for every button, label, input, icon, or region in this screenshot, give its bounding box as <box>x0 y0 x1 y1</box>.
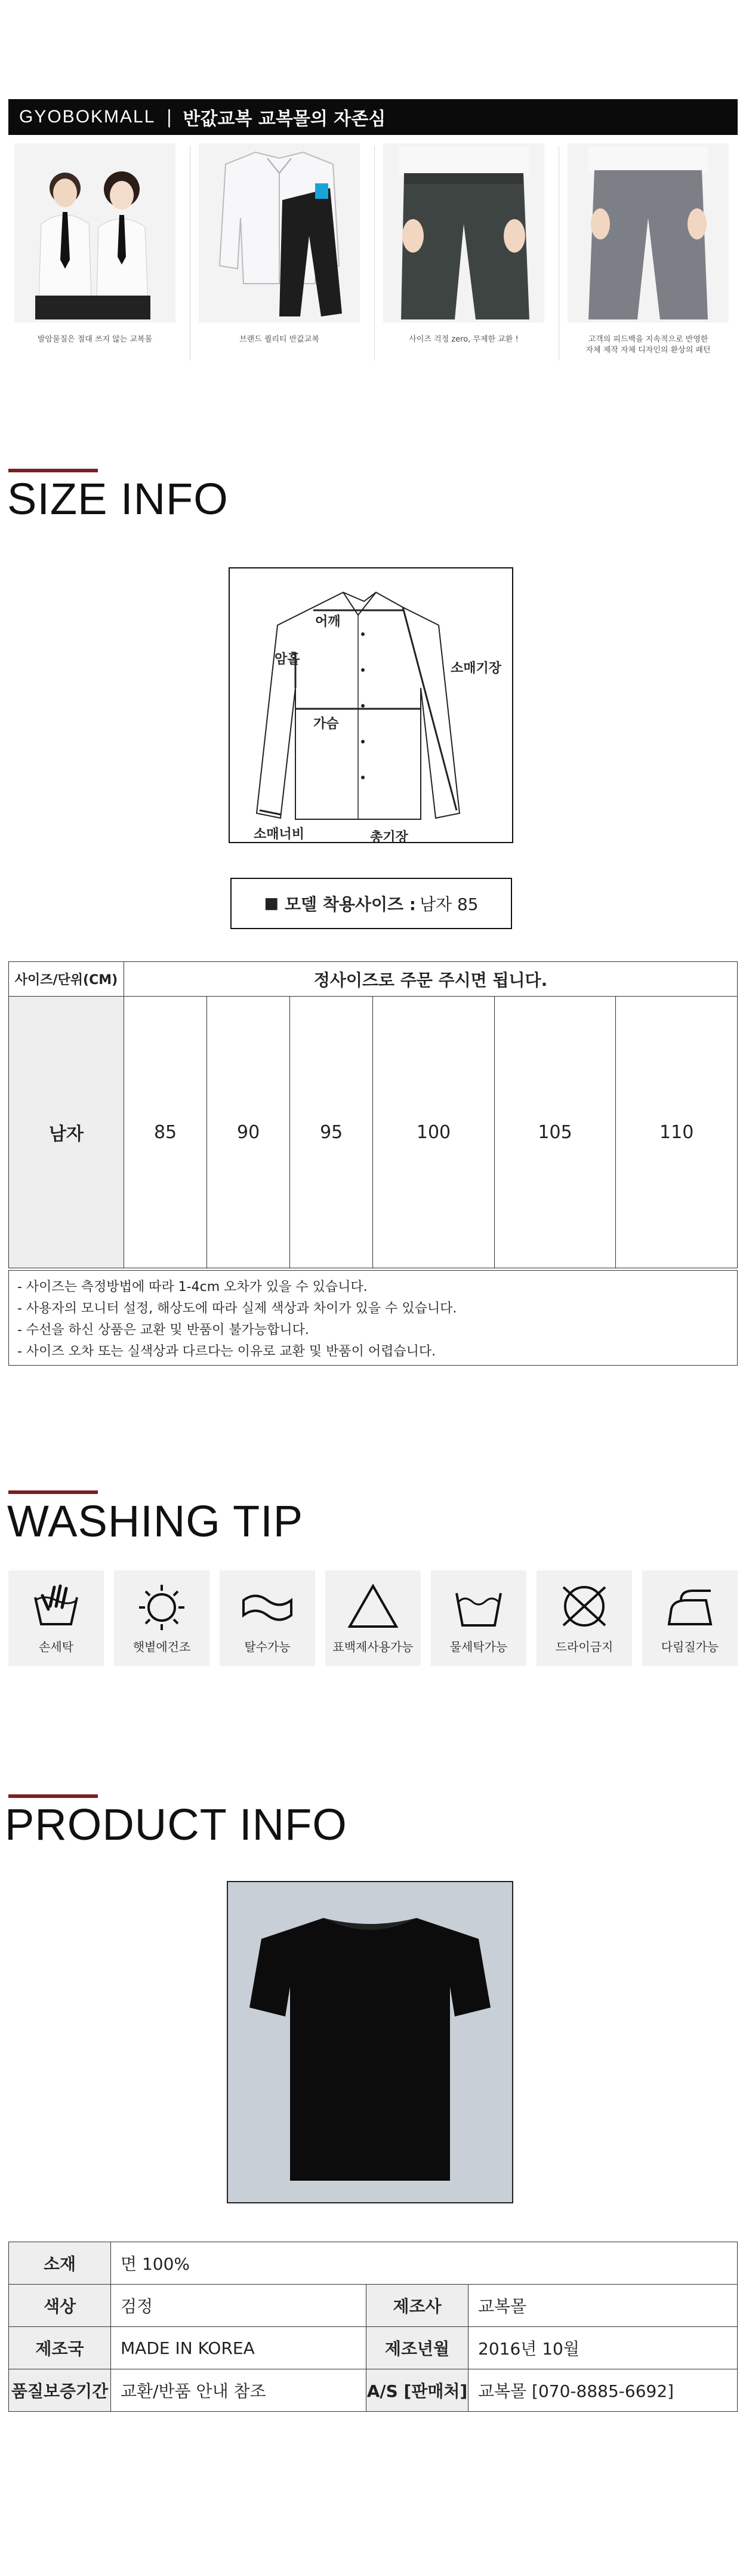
note-line: - 사이즈 오차 또는 실색상과 다르다는 이유로 교환 및 반품이 어렵습니다. <box>17 1344 436 1359</box>
brand-name: GYOBOKMALL <box>19 107 156 127</box>
grey-pants-photo <box>568 143 729 322</box>
bleach-triangle-icon <box>346 1582 400 1630</box>
feature-uniform <box>193 143 366 364</box>
wash-tile-iron <box>642 1570 738 1666</box>
size-notes <box>8 1270 738 1366</box>
wash-tile-sun-dry <box>114 1570 209 1666</box>
size-cell: 105 <box>494 997 616 1268</box>
info-value: 교복몰 <box>468 2285 738 2327</box>
size-cell: 95 <box>290 997 373 1268</box>
wash-label: 물세탁가능 <box>449 1640 508 1654</box>
product-info-title: PRODUCT INFO <box>5 1800 347 1849</box>
label-sleeve-length: 소매기장 <box>451 661 502 676</box>
info-key: A/S [판매처] <box>366 2369 468 2412</box>
wash-label: 햇볕에건조 <box>132 1640 191 1654</box>
info-key: 소재 <box>9 2242 111 2285</box>
feature-caption <box>585 334 710 356</box>
section-accent-line <box>8 1794 98 1798</box>
size-table <box>8 961 738 1268</box>
table-row <box>9 2285 738 2327</box>
wash-label: 표백제사용가능 <box>332 1640 414 1654</box>
feature-pants-dark <box>377 143 550 364</box>
info-key: 색상 <box>9 2285 111 2327</box>
dark-pants-photo <box>383 143 544 322</box>
feature-caption: 사이즈 걱정 zero, 무제한 교환 ! <box>409 335 519 344</box>
banner-tagline: 반값교복 교복몰의 자존심 <box>183 109 386 130</box>
note-line: - 사용자의 모니터 설정, 해상도에 따라 실제 색상과 차이가 있을 수 있습니다. <box>17 1301 457 1316</box>
section-accent-line <box>8 469 98 472</box>
students-photo <box>14 143 175 322</box>
size-info-title: SIZE INFO <box>7 474 229 524</box>
note-line: - 사이즈는 측정방법에 따라 1-4cm 오차가 있을 수 있습니다. <box>17 1280 368 1295</box>
wring-icon <box>241 1582 294 1630</box>
size-cell: 100 <box>373 997 495 1268</box>
wash-label: 드라이금지 <box>555 1640 614 1654</box>
info-value: 면 100% <box>111 2242 738 2285</box>
banner-separator: | <box>166 106 172 128</box>
feature-divider <box>374 146 375 361</box>
product-photo <box>227 1881 513 2203</box>
table-row <box>9 2369 738 2412</box>
size-cell: 110 <box>616 997 738 1268</box>
info-value: 검정 <box>111 2285 366 2327</box>
size-cell: 90 <box>207 997 290 1268</box>
table-row <box>9 2327 738 2369</box>
model-size-label: 모델 착용사이즈 : <box>284 894 416 914</box>
hand-wash-icon <box>29 1582 83 1630</box>
info-key: 제조사 <box>366 2285 468 2327</box>
wash-tile-water-wash <box>431 1570 526 1666</box>
feature-students <box>8 143 181 364</box>
feature-caption-line2: 자체 제작 자체 디자인의 환상의 패턴 <box>585 346 711 355</box>
info-key: 제조국 <box>9 2327 111 2369</box>
washing-tip-title: WASHING TIP <box>7 1496 304 1546</box>
label-chest: 가슴 <box>313 717 339 731</box>
wash-label: 다림질가능 <box>661 1640 719 1654</box>
info-value: MADE IN KOREA <box>111 2327 366 2369</box>
size-cell: 85 <box>124 997 207 1268</box>
brand-banner <box>8 99 738 135</box>
sun-dry-icon <box>135 1582 189 1630</box>
info-key: 제조년월 <box>366 2327 468 2369</box>
iron-icon <box>663 1582 717 1630</box>
info-value: 교환/반품 안내 참조 <box>111 2369 366 2412</box>
size-table-header: 정사이즈로 주문 주시면 됩니다. <box>124 962 738 997</box>
uniform-photo <box>199 143 360 322</box>
wash-tile-bleach <box>325 1570 421 1666</box>
info-value: 2016년 10월 <box>468 2327 738 2369</box>
label-sleeve-width: 소매너비 <box>254 827 305 842</box>
feature-caption: 발암물질은 절대 쓰지 않는 교복몰 <box>37 335 153 344</box>
label-total-length: 총기장 <box>370 830 408 845</box>
note-line: - 수선을 하신 상품은 교환 및 반품이 불가능합니다. <box>17 1323 309 1338</box>
wash-label: 손세탁 <box>39 1640 73 1654</box>
model-size-value: 남자 85 <box>419 894 479 914</box>
wash-label: 탈수가능 <box>244 1640 291 1654</box>
label-armhole: 암홀 <box>275 652 300 667</box>
bullet-square-icon: ■ <box>264 894 279 912</box>
product-info-table <box>8 2242 738 2412</box>
water-wash-icon <box>452 1582 505 1630</box>
section-accent-line <box>8 1490 98 1494</box>
feature-caption-line1: 고객의 피드백을 지속적으로 반영한 <box>588 335 708 344</box>
model-size-box <box>230 878 512 929</box>
shirt-size-diagram <box>229 567 513 843</box>
feature-caption: 브랜드 퀄리티 반값교복 <box>239 335 319 344</box>
feature-pants-grey <box>562 143 735 364</box>
table-row <box>9 997 738 1268</box>
size-row-label: 남자 <box>9 997 124 1268</box>
size-table-corner: 사이즈/단위(CM) <box>9 962 124 997</box>
wash-tile-no-dry-clean <box>537 1570 632 1666</box>
info-key: 품질보증기간 <box>9 2369 111 2412</box>
table-row <box>9 2242 738 2285</box>
wash-tile-hand-wash <box>8 1570 104 1666</box>
label-shoulder: 어깨 <box>315 614 341 629</box>
wash-tile-wring <box>220 1570 315 1666</box>
no-dry-clean-icon <box>557 1582 611 1630</box>
info-value: 교복몰 [070-8885-6692] <box>468 2369 738 2412</box>
